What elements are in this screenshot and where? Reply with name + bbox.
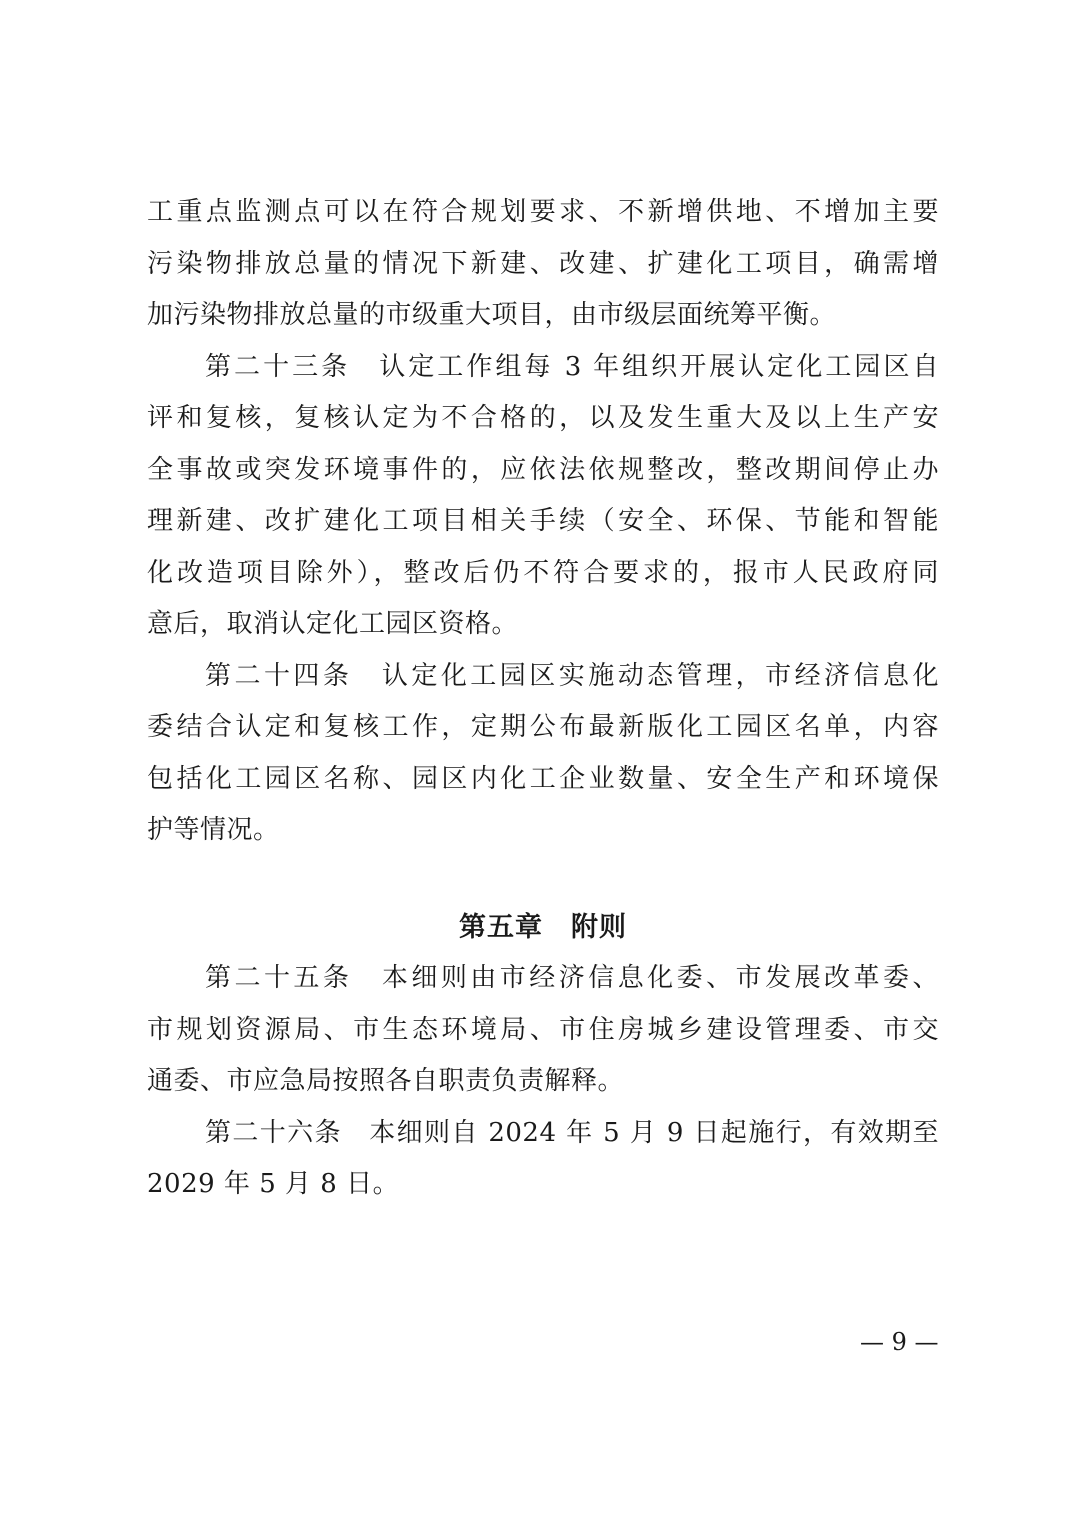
text-line: 污染物排放总量的情况下新建、改建、扩建化工项目，确需增: [147, 248, 939, 279]
text-line: 加污染物排放总量的市级重大项目，由市级层面统筹平衡。: [147, 300, 837, 330]
page-number: — 9 —: [860, 1328, 939, 1356]
text-line: 市规划资源局、市生态环境局、市住房城乡建设管理委、市交: [147, 1014, 939, 1045]
text-line: 通委、市应急局按照各自职责负责解释。: [147, 1066, 625, 1096]
text-line: 全事故或突发环境事件的，应依法依规整改，整改期间停止办: [147, 454, 939, 485]
text-line: 委结合认定和复核工作，定期公布最新版化工园区名单，内容: [147, 712, 939, 742]
text-line: 第二十六条 本细则自 2024 年 5 月 9 日起施行，有效期至: [205, 1117, 939, 1148]
text-line: 评和复核，复核认定为不合格的，以及发生重大及以上生产安: [147, 403, 939, 433]
text-line: 化改造项目除外），整改后仍不符合要求的，报市人民政府同: [147, 557, 939, 588]
text-line: 意后，取消认定化工园区资格。: [147, 609, 519, 639]
text-line: 理新建、改扩建化工项目相关手续（安全、环保、节能和智能: [147, 506, 939, 536]
text-line: 工重点监测点可以在符合规划要求、不新增供地、不增加主要: [147, 197, 939, 227]
text-line: 第二十五条 本细则由市经济信息化委、市发展改革委、: [205, 963, 939, 993]
article-26: [147, 1108, 939, 1211]
article-23: [147, 342, 939, 651]
chapter-title: 第五章 附则: [459, 911, 627, 943]
text-line: 包括化工园区名称、园区内化工企业数量、安全生产和环境保: [147, 763, 939, 794]
article-25: [147, 953, 939, 1108]
article-24: [147, 651, 939, 857]
text-line: 第二十三条 认定工作组每 3 年组织开展认定化工园区自: [205, 351, 939, 382]
text-line: 2029 年 5 月 8 日。: [147, 1169, 400, 1199]
section-gap: [147, 857, 939, 902]
text-line: 第二十四条 认定化工园区实施动态管理，市经济信息化: [205, 660, 939, 691]
document-page: [147, 187, 939, 1211]
text-line: 护等情况。: [147, 815, 280, 845]
paragraph-continued: [147, 187, 939, 342]
